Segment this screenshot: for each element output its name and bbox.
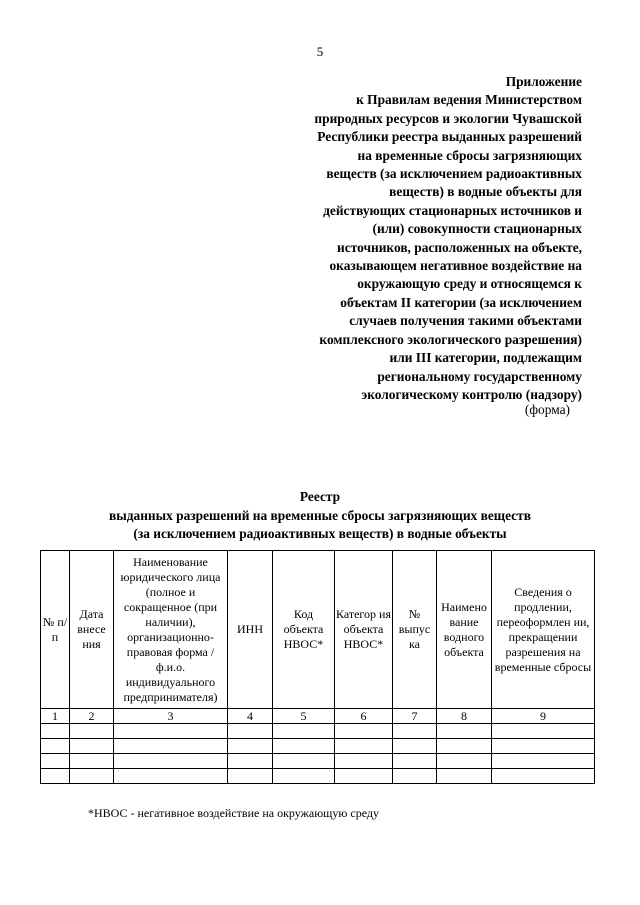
table-row xyxy=(41,769,595,784)
table-cell xyxy=(41,769,70,784)
table-cell xyxy=(393,724,437,739)
table-cell xyxy=(114,724,228,739)
table-cell xyxy=(41,754,70,769)
appendix-line: веществ (за исключением радиоактивных xyxy=(326,166,582,182)
table-header-cell: № выпус ка xyxy=(393,551,437,709)
table-cell xyxy=(70,739,114,754)
appendix-line: объектам II категории (за исключением xyxy=(340,294,582,310)
registry-title xyxy=(0,488,640,544)
column-number-row xyxy=(41,709,595,724)
table-cell xyxy=(273,724,335,739)
registry-title-line: (за исключением радиоактивных веществ) в водные объекты xyxy=(133,526,507,541)
appendix-line: природных ресурсов и экологии Чувашской xyxy=(314,110,582,126)
table-cell xyxy=(393,754,437,769)
table-cell xyxy=(114,739,228,754)
appendix-line: на временные сбросы загрязняющих xyxy=(357,147,582,163)
table-cell xyxy=(228,739,273,754)
table-cell xyxy=(437,739,492,754)
column-number-cell: 1 xyxy=(41,709,70,724)
table-cell xyxy=(335,724,393,739)
table-header-cell: Категор ия объекта НВОС* xyxy=(335,551,393,709)
page-number: 5 xyxy=(316,44,324,59)
column-number-cell: 5 xyxy=(273,709,335,724)
appendix-line: окружающую среду и относящемся к xyxy=(357,276,582,292)
table-cell xyxy=(273,739,335,754)
appendix-header xyxy=(282,73,582,404)
table-cell xyxy=(335,739,393,754)
column-number-cell: 9 xyxy=(492,709,595,724)
registry-table xyxy=(40,550,595,784)
table-cell xyxy=(70,769,114,784)
appendix-line: или III категории, подлежащим xyxy=(389,350,582,366)
table-header-cell: Наимено вание водного объекта xyxy=(437,551,492,709)
table-header-cell: ИНН xyxy=(228,551,273,709)
appendix-line: к Правилам ведения Министерством xyxy=(356,92,582,108)
table-cell xyxy=(492,739,595,754)
table-cell xyxy=(335,769,393,784)
table-header-cell: Код объекта НВОС* xyxy=(273,551,335,709)
table-cell xyxy=(437,769,492,784)
table-cell xyxy=(273,769,335,784)
column-number-cell: 4 xyxy=(228,709,273,724)
appendix-line: источников, расположенных на объекте, xyxy=(337,239,582,255)
table-cell xyxy=(437,724,492,739)
appendix-line: Республики реестра выданных разрешений xyxy=(317,129,582,145)
table-cell xyxy=(228,769,273,784)
appendix-line: комплексного экологического разрешения) xyxy=(319,331,582,347)
registry-title-line: выданных разрешений на временные сбросы загрязняющих веществ xyxy=(109,507,531,523)
footnote: *НВОС - негативное воздействие на окружающую среду xyxy=(88,806,379,820)
table-row xyxy=(41,754,595,769)
appendix-line: веществ) в водные объекты для xyxy=(389,184,582,200)
form-label: (форма) xyxy=(524,402,570,417)
column-number-cell: 7 xyxy=(393,709,437,724)
table-cell xyxy=(335,754,393,769)
table-cell xyxy=(492,769,595,784)
table-header-cell: Дата внесе ния xyxy=(70,551,114,709)
column-number-cell: 8 xyxy=(437,709,492,724)
appendix-line: оказывающем негативное воздействие на xyxy=(329,258,582,274)
appendix-line: действующих стационарных источников и xyxy=(323,202,582,218)
table-header-row xyxy=(41,551,595,709)
table-cell xyxy=(70,724,114,739)
table-cell xyxy=(41,724,70,739)
table-cell xyxy=(228,754,273,769)
appendix-line: экологическому контролю (надзору) xyxy=(361,386,582,402)
appendix-line: (или) совокупности стационарных xyxy=(372,221,582,237)
table-row xyxy=(41,724,595,739)
appendix-line: Приложение xyxy=(505,74,582,89)
table-cell xyxy=(70,754,114,769)
table-cell xyxy=(492,724,595,739)
table-cell xyxy=(437,754,492,769)
table-cell xyxy=(114,754,228,769)
table-header-cell: № п/п xyxy=(41,551,70,709)
table-header-cell: Сведения о продлении, переоформлен ии, прекращении разрешения на временные сбросы xyxy=(492,551,595,709)
column-number-cell: 2 xyxy=(70,709,114,724)
table-cell xyxy=(114,769,228,784)
column-number-cell: 6 xyxy=(335,709,393,724)
table-row xyxy=(41,739,595,754)
table-cell xyxy=(492,754,595,769)
table-cell xyxy=(228,724,273,739)
registry-title-line: Реестр xyxy=(299,489,341,504)
table-cell xyxy=(393,739,437,754)
table-cell xyxy=(41,739,70,754)
table-cell xyxy=(273,754,335,769)
table-header-cell: Наименование юридического лица (полное и сокращенное (при наличии), организационно-правовая форма / ф.и.о. индивидуального предпринимателя) xyxy=(114,551,228,709)
appendix-line: региональному государственному xyxy=(377,368,582,384)
column-number-cell: 3 xyxy=(114,709,228,724)
appendix-line: случаев получения такими объектами xyxy=(349,313,582,329)
table-cell xyxy=(393,769,437,784)
